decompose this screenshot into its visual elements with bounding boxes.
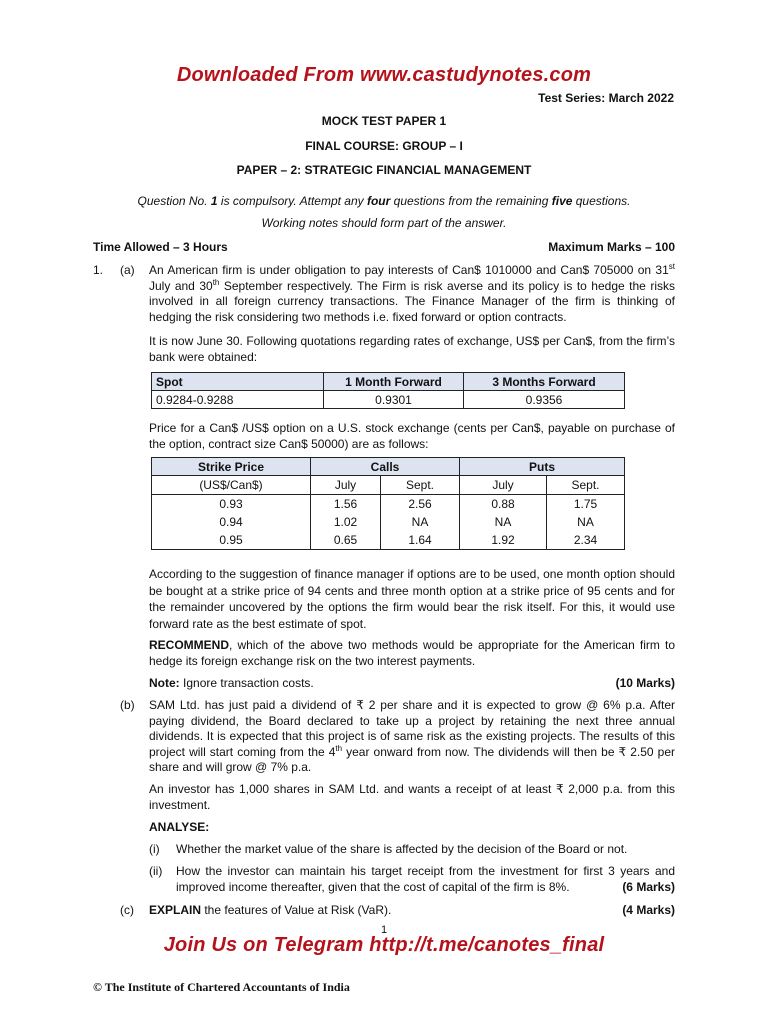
table-header: 3 Months Forward	[464, 373, 625, 391]
table-cell: 0.9301	[324, 391, 464, 409]
table-cell: 0.88	[460, 494, 547, 513]
download-banner[interactable]: Downloaded From www.castudynotes.com	[176, 64, 592, 86]
subpart-ii-label: (ii)	[149, 864, 163, 878]
instruction-2: Working notes should form part of the answer.	[261, 216, 507, 230]
table-row	[152, 494, 625, 513]
time-allowed: Time Allowed – 3 Hours	[93, 240, 228, 254]
table-cell: 0.94	[152, 513, 311, 532]
paper-title-2: FINAL COURSE: GROUP – I	[305, 139, 463, 153]
table-header: Calls	[311, 458, 460, 476]
table-cell: Sept.	[381, 476, 460, 495]
copyright-footer: © The Institute of Chartered Accountants of India	[93, 980, 350, 994]
table-cell: 0.95	[152, 531, 311, 550]
part-b-label: (b)	[120, 698, 135, 712]
table-cell: Sept.	[547, 476, 625, 495]
q1a-paragraph-5: RECOMMEND, which of the above two methods would be appropriate for the American firm to hedge its foreign exchange risk on the two interest payments.	[149, 638, 675, 668]
q1a-paragraph-2: It is now June 30. Following quotations regarding rates of exchange, US$ per Can$, from the firm’s bank were obtained:	[149, 334, 675, 364]
telegram-banner[interactable]: Join Us on Telegram http://t.me/canotes_final	[163, 934, 605, 956]
marks-label: (6 Marks)	[622, 879, 675, 894]
table-cell: 0.9356	[464, 391, 625, 409]
table-cell: 1.02	[311, 513, 381, 532]
table-cell: July	[311, 476, 381, 495]
table-cell: 1.56	[311, 494, 381, 513]
table-cell: NA	[460, 513, 547, 532]
table-cell: 1.75	[547, 494, 625, 513]
table-subheader-row	[152, 476, 625, 495]
part-a-label: (a)	[120, 263, 135, 277]
option-price-table	[151, 457, 625, 550]
table-cell: 1.64	[381, 531, 460, 550]
q1c-text: (4 Marks) EXPLAIN the features of Value at Risk (VaR).	[149, 903, 675, 917]
q1b-paragraph-2: An investor has 1,000 shares in SAM Ltd. and wants a receipt of at least ₹ 2,000 p.a. from this investment.	[149, 782, 675, 812]
subpart-ii-text: How the investor can maintain his target receipt from the investment for first 3 years and improved income thereafter, given that the cost of capital of the firm is 8%. (6 Marks)	[176, 864, 675, 894]
table-cell: NA	[381, 513, 460, 532]
table-cell: (US$/Can$)	[152, 476, 311, 495]
marks-label: (10 Marks)	[615, 676, 675, 690]
table-cell: July	[460, 476, 547, 495]
table-row	[152, 513, 625, 532]
instruction-1: Question No. 1 is compulsory. Attempt any four questions from the remaining five questions.	[137, 194, 631, 208]
q1a-paragraph-4: According to the suggestion of finance manager if options are to be used, one month option should be bought at a strike price of 94 cents and three month option at a strike price of 95 cents and for the remainder uncovered by the options the firm would bear the risk itself. For this, it would use forward rate as the best estimate of spot.	[149, 567, 675, 631]
table-cell: 0.9284-0.9288	[152, 391, 324, 409]
page-number: 1	[380, 924, 388, 936]
test-series-label: Test Series: March 2022	[538, 91, 674, 105]
marks-label: (4 Marks)	[622, 903, 675, 917]
table-header-row	[152, 458, 625, 476]
table-row	[152, 391, 625, 409]
table-row	[152, 531, 625, 550]
subpart-i-label: (i)	[149, 842, 160, 856]
q1a-paragraph-3: Price for a Can$ /US$ option on a U.S. stock exchange (cents per Can$, payable on purchase of the option, contract size Can$ 50000) are as follows:	[149, 421, 675, 451]
table-cell: 0.93	[152, 494, 311, 513]
paper-title-1: MOCK TEST PAPER 1	[321, 114, 447, 128]
table-cell: 2.56	[381, 494, 460, 513]
table-cell: 1.92	[460, 531, 547, 550]
table-header-row	[152, 373, 625, 391]
exchange-rate-table	[151, 372, 625, 409]
analyse-heading: ANALYSE:	[149, 820, 210, 834]
q1a-note: (10 Marks) Note: Ignore transaction costs.	[149, 676, 675, 690]
table-cell: 2.34	[547, 531, 625, 550]
table-header: Spot	[152, 373, 324, 391]
part-c-label: (c)	[120, 903, 134, 917]
table-header: 1 Month Forward	[324, 373, 464, 391]
paper-title-3: PAPER – 2: STRATEGIC FINANCIAL MANAGEMENT	[236, 163, 532, 177]
subpart-i-text: Whether the market value of the share is affected by the decision of the Board or not.	[176, 842, 628, 856]
table-header: Strike Price	[152, 458, 311, 476]
maximum-marks: Maximum Marks – 100	[548, 240, 675, 254]
table-header: Puts	[460, 458, 625, 476]
table-cell: 0.65	[311, 531, 381, 550]
q1b-paragraph-1: SAM Ltd. has just paid a dividend of ₹ 2 per share and it is expected to grow @ 6% p.a. After paying dividend, the Board declared to take up a project by retaining the next three annual dividends. It is expected that this project is of same risk as the existing projects. The results of this project will start coming from the 4th year onward from now. The dividends will then be ₹ 2.50 per share and will grow @ 7% p.a.	[149, 698, 676, 774]
table-cell: NA	[547, 513, 625, 532]
q1a-paragraph-1: An American firm is under obligation to pay interests of Can$ 1010000 and Can$ 705000 on 31st July and 30th September respectively. The Firm is risk averse and its policy is to hedge the risks involved in all foreign currency transactions. The Finance Manager of the firm is thinking of hedging the risk considering two methods i.e. fixed forward or option contracts.	[149, 262, 675, 324]
question-number: 1.	[93, 263, 104, 277]
exam-meta-row	[93, 240, 675, 254]
